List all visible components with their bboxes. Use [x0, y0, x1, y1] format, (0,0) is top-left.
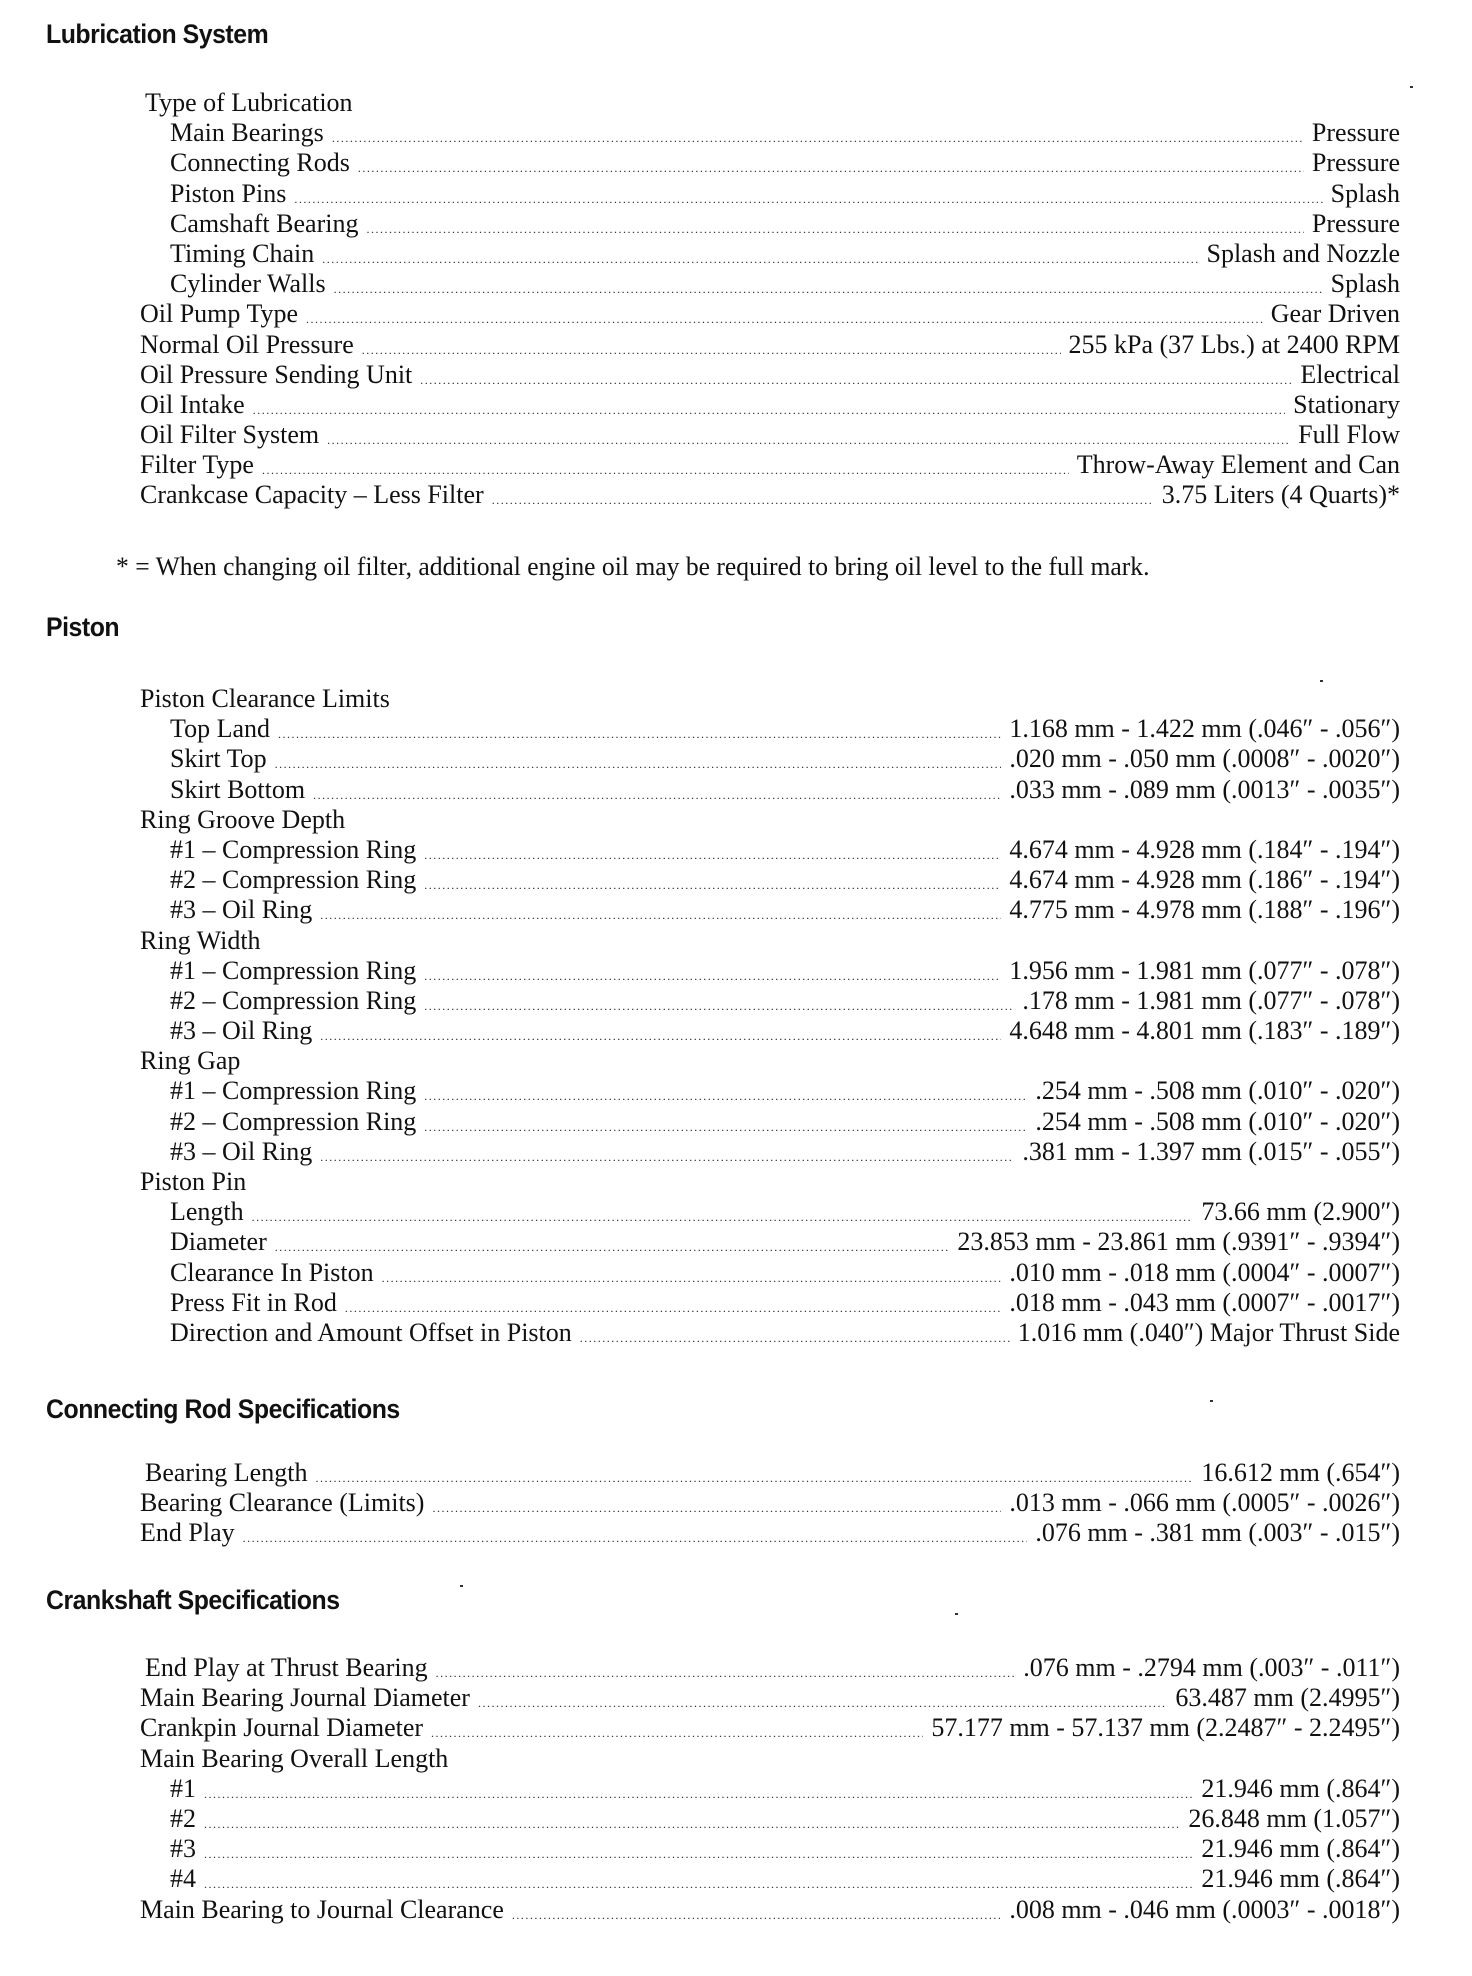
dot-leader	[320, 1025, 1001, 1047]
dot-leader	[306, 308, 1263, 330]
spec-label: Cylinder Walls	[170, 269, 326, 299]
dot-leader	[334, 278, 1323, 300]
spec-value: 21.946 mm (.864″)	[1201, 1834, 1400, 1864]
spec-value: .020 mm - .050 mm (.0008″ - .0020″)	[1009, 744, 1400, 774]
spec-value: Pressure	[1311, 118, 1400, 148]
spec-row	[0, 1318, 1400, 1348]
scan-speck	[460, 1585, 463, 1587]
spec-label: #4	[170, 1864, 196, 1894]
dot-leader	[345, 1297, 1001, 1319]
dot-leader	[382, 1267, 1002, 1289]
spec-row	[0, 239, 1400, 269]
spec-label: Ring Groove Depth	[140, 804, 346, 834]
spec-row	[0, 1864, 1400, 1894]
spec-group-heading	[0, 1167, 1400, 1197]
spec-row	[0, 1137, 1400, 1167]
spec-label: Crankpin Journal Diameter	[140, 1713, 424, 1743]
dot-leader	[204, 1843, 1193, 1865]
spec-row	[0, 1197, 1400, 1227]
spec-label: #3 – Oil Ring	[170, 1136, 313, 1166]
spec-label: #2 – Compression Ring	[170, 1106, 417, 1136]
section-heading-piston: Piston	[46, 612, 120, 642]
spec-label: Timing Chain	[170, 238, 315, 268]
spec-value: Stationary	[1293, 389, 1400, 419]
spec-label: Piston Clearance Limits	[140, 684, 390, 713]
spec-row	[0, 390, 1400, 420]
dot-leader	[478, 1692, 1167, 1714]
spec-value: Splash and Nozzle	[1206, 238, 1400, 268]
spec-label: #3 – Oil Ring	[170, 895, 313, 925]
spec-row	[0, 360, 1400, 390]
spec-row	[0, 1518, 1400, 1548]
spec-value: 26.848 mm (1.057″)	[1188, 1803, 1400, 1833]
spec-row	[0, 148, 1400, 178]
dot-leader	[432, 1497, 1001, 1519]
spec-value: Electrical	[1300, 359, 1400, 389]
spec-value: 16.612 mm (.654″)	[1201, 1458, 1400, 1487]
spec-row	[0, 1288, 1400, 1318]
spec-row	[0, 986, 1400, 1016]
spec-row	[0, 1713, 1400, 1743]
spec-label: Skirt Bottom	[170, 774, 306, 804]
spec-label: Filter Type	[140, 450, 254, 480]
spec-label: Connecting Rods	[170, 148, 350, 178]
spec-label: Main Bearings	[170, 118, 324, 148]
dot-leader	[362, 339, 1061, 361]
spec-label: Skirt Top	[170, 744, 267, 774]
spec-row	[0, 450, 1400, 480]
spec-label: #2 – Compression Ring	[170, 985, 417, 1015]
spec-label: Oil Pump Type	[140, 299, 299, 329]
spec-label: #3 – Oil Ring	[170, 1016, 313, 1046]
spec-row	[0, 895, 1400, 925]
spec-label: End Play	[140, 1518, 235, 1548]
dot-leader	[320, 904, 1001, 926]
dot-leader	[580, 1327, 1010, 1349]
spec-group-heading	[0, 1744, 1400, 1774]
scan-speck	[1320, 680, 1323, 682]
section-heading-lubrication: Lubrication System	[46, 19, 269, 49]
spec-row	[0, 1834, 1400, 1864]
spec-label: Type of Lubrication	[145, 88, 353, 117]
spec-label: Main Bearing Overall Length	[140, 1743, 449, 1773]
scan-speck	[1410, 86, 1413, 88]
spec-label: Piston Pin	[140, 1167, 247, 1196]
spec-group-heading	[0, 684, 1400, 714]
spec-label: Length	[170, 1197, 244, 1227]
dot-leader	[332, 127, 1304, 149]
dot-leader	[262, 459, 1069, 481]
spec-value: 255 kPa (37 Lbs.) at 2400 RPM	[1068, 329, 1400, 359]
spec-value: Gear Driven	[1270, 299, 1400, 329]
spec-label: Ring Width	[140, 925, 261, 955]
spec-value: .008 mm - .046 mm (.0003″ - .0018″)	[1009, 1894, 1400, 1924]
spec-value: 63.487 mm (2.4995″)	[1175, 1683, 1400, 1713]
dot-leader	[327, 429, 1290, 451]
spec-group-heading	[0, 926, 1400, 956]
spec-value: 1.016 mm (.040″) Major Thrust Side	[1017, 1317, 1400, 1347]
spec-value: 4.674 mm - 4.928 mm (.186″ - .194″)	[1009, 865, 1400, 895]
spec-row	[0, 835, 1400, 865]
dot-leader	[253, 399, 1285, 421]
dot-leader	[204, 1783, 1193, 1805]
dot-leader	[424, 874, 1001, 896]
spec-value: 1.168 mm - 1.422 mm (.046″ - .056″)	[1009, 714, 1400, 744]
spec-value: 23.853 mm - 23.861 mm (.9391″ - .9394″)	[957, 1227, 1400, 1257]
spec-label: #2	[170, 1803, 196, 1833]
section-heading-crankshaft: Crankshaft Specifications	[46, 1585, 340, 1615]
spec-label: Diameter	[170, 1227, 267, 1257]
dot-leader	[243, 1527, 1028, 1549]
spec-value: Pressure	[1311, 148, 1400, 178]
spec-group-heading	[0, 1046, 1400, 1076]
dot-leader	[313, 784, 1001, 806]
piston-spec-list	[0, 684, 1472, 1348]
dot-leader	[431, 1722, 923, 1744]
dot-leader	[204, 1813, 1180, 1835]
dot-leader	[252, 1206, 1194, 1228]
spec-row	[0, 179, 1400, 209]
spec-value: .076 mm - .2794 mm (.003″ - .011″)	[1023, 1653, 1400, 1682]
spec-label: Clearance In Piston	[170, 1257, 374, 1287]
spec-label: Direction and Amount Offset in Piston	[170, 1317, 572, 1347]
spec-row	[0, 118, 1400, 148]
dot-leader	[294, 188, 1322, 210]
spec-value: .018 mm - .043 mm (.0007″ - .0017″)	[1009, 1287, 1400, 1317]
dot-leader	[366, 218, 1303, 240]
dot-leader	[315, 1467, 1193, 1489]
spec-row	[0, 480, 1400, 510]
spec-label: Normal Oil Pressure	[140, 329, 354, 359]
spec-value: 4.674 mm - 4.928 mm (.184″ - .194″)	[1009, 834, 1400, 864]
spec-label: #1	[170, 1773, 196, 1803]
scan-speck	[955, 1613, 958, 1615]
spec-value: 3.75 Liters (4 Quarts)*	[1161, 480, 1400, 510]
spec-value: Full Flow	[1298, 420, 1400, 450]
spec-row	[0, 1227, 1400, 1257]
spec-label: Press Fit in Rod	[170, 1287, 337, 1317]
dot-leader	[275, 1236, 950, 1258]
spec-label: #2 – Compression Ring	[170, 865, 417, 895]
spec-row	[0, 420, 1400, 450]
spec-label: End Play at Thrust Bearing	[145, 1653, 428, 1682]
dot-leader	[275, 753, 1002, 775]
spec-row	[0, 330, 1400, 360]
spec-label: Oil Filter System	[140, 420, 320, 450]
spec-label: #1 – Compression Ring	[170, 955, 417, 985]
spec-value: 4.648 mm - 4.801 mm (.183″ - .189″)	[1009, 1016, 1400, 1046]
spec-row	[0, 1774, 1400, 1804]
spec-value: Throw-Away Element and Can	[1076, 450, 1400, 480]
spec-label: #3	[170, 1834, 196, 1864]
spec-value: 73.66 mm (2.900″)	[1201, 1197, 1400, 1227]
crankshaft-spec-list	[0, 1653, 1472, 1925]
dot-leader	[358, 157, 1304, 179]
spec-value: .033 mm - .089 mm (.0013″ - .0035″)	[1009, 774, 1400, 804]
spec-group-heading	[0, 88, 1400, 118]
dot-leader	[436, 1662, 1016, 1684]
spec-row	[0, 1258, 1400, 1288]
spec-value: .178 mm - 1.981 mm (.077″ - .078″)	[1022, 985, 1400, 1015]
dot-leader	[424, 844, 1001, 866]
spec-label: #1 – Compression Ring	[170, 1076, 417, 1106]
spec-value: 1.956 mm - 1.981 mm (.077″ - .078″)	[1009, 955, 1400, 985]
dot-leader	[322, 248, 1198, 270]
spec-label: Top Land	[170, 714, 270, 744]
spec-value: .010 mm - .018 mm (.0004″ - .0007″)	[1009, 1257, 1400, 1287]
spec-row	[0, 299, 1400, 329]
spec-value: Splash	[1330, 269, 1400, 299]
scan-speck	[1210, 1400, 1213, 1402]
spec-label: #1 – Compression Ring	[170, 834, 417, 864]
dot-leader	[492, 489, 1154, 511]
section-heading-connecting-rod: Connecting Rod Specifications	[46, 1394, 400, 1424]
spec-label: Ring Gap	[140, 1046, 241, 1076]
lubrication-footnote: * = When changing oil filter, additional engine oil may be required to bring oil level to the full mark.	[116, 552, 1150, 581]
dot-leader	[204, 1873, 1193, 1895]
spec-label: Crankcase Capacity – Less Filter	[140, 480, 484, 510]
dot-leader	[420, 369, 1292, 391]
spec-value: 4.775 mm - 4.978 mm (.188″ - .196″)	[1009, 895, 1400, 925]
spec-row	[0, 1804, 1400, 1834]
dot-leader	[424, 1085, 1027, 1107]
lubrication-spec-list	[0, 88, 1472, 511]
spec-label: Bearing Length	[145, 1458, 308, 1487]
spec-value: .013 mm - .066 mm (.0005″ - .0026″)	[1009, 1488, 1400, 1518]
spec-row	[0, 1895, 1400, 1925]
spec-group-heading	[0, 805, 1400, 835]
spec-label: Main Bearing Journal Diameter	[140, 1683, 470, 1713]
spec-value: .076 mm - .381 mm (.003″ - .015″)	[1035, 1518, 1400, 1548]
spec-row	[0, 1107, 1400, 1137]
spec-row	[0, 1016, 1400, 1046]
spec-row	[0, 1683, 1400, 1713]
spec-row	[0, 744, 1400, 774]
spec-value: .254 mm - .508 mm (.010″ - .020″)	[1035, 1106, 1400, 1136]
dot-leader	[320, 1146, 1014, 1168]
spec-row	[0, 1076, 1400, 1106]
spec-label: Camshaft Bearing	[170, 208, 359, 238]
spec-row	[0, 956, 1400, 986]
dot-leader	[424, 1116, 1027, 1138]
spec-row	[0, 1458, 1400, 1488]
spec-value: .381 mm - 1.397 mm (.015″ - .055″)	[1022, 1136, 1400, 1166]
spec-row	[0, 865, 1400, 895]
spec-row	[0, 1488, 1400, 1518]
spec-value: 21.946 mm (.864″)	[1201, 1864, 1400, 1894]
dot-leader	[424, 995, 1014, 1017]
spec-row	[0, 775, 1400, 805]
spec-label: Piston Pins	[170, 178, 287, 208]
dot-leader	[278, 723, 1001, 745]
spec-value: Splash	[1330, 178, 1400, 208]
spec-value: 21.946 mm (.864″)	[1201, 1773, 1400, 1803]
connecting-rod-spec-list	[0, 1458, 1472, 1549]
spec-value: 57.177 mm - 57.137 mm (2.2487″ - 2.2495″)	[931, 1713, 1400, 1743]
spec-label: Main Bearing to Journal Clearance	[140, 1894, 504, 1924]
spec-row	[0, 269, 1400, 299]
spec-row	[0, 209, 1400, 239]
dot-leader	[512, 1904, 1001, 1926]
dot-leader	[424, 965, 1001, 987]
spec-label: Bearing Clearance (Limits)	[140, 1488, 425, 1518]
spec-label: Oil Intake	[140, 389, 245, 419]
spec-row	[0, 1653, 1400, 1683]
spec-value: .254 mm - .508 mm (.010″ - .020″)	[1035, 1076, 1400, 1106]
spec-row	[0, 714, 1400, 744]
spec-label: Oil Pressure Sending Unit	[140, 359, 413, 389]
spec-value: Pressure	[1311, 208, 1400, 238]
